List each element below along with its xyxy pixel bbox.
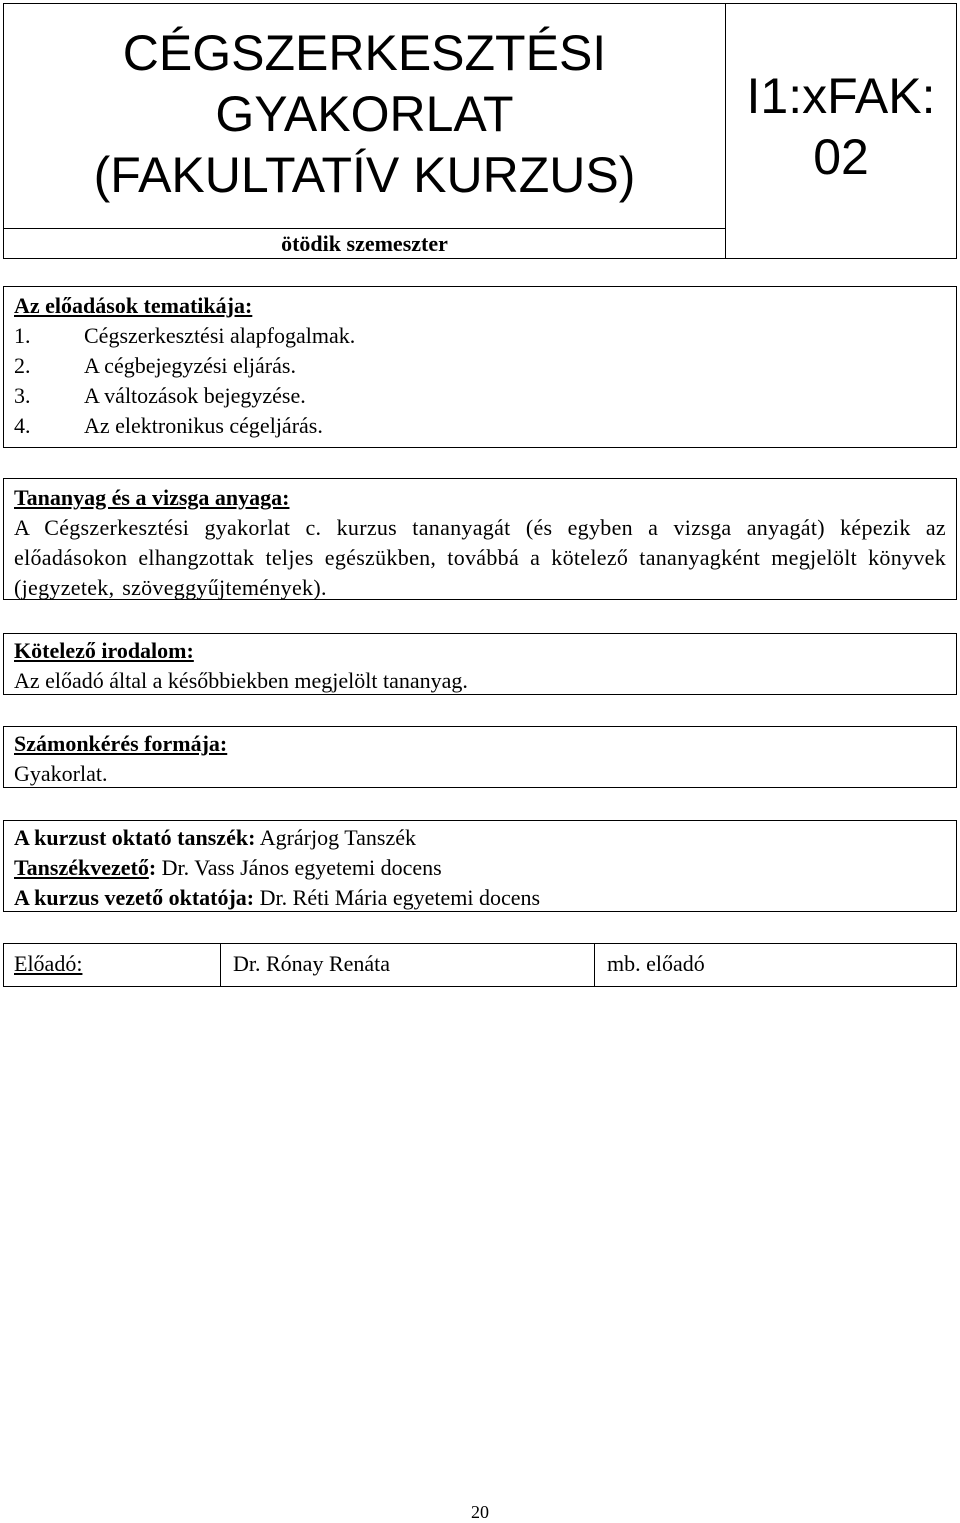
department-label: A kurzust oktató tanszék: [14,825,256,850]
course-code-line-1: I1:xFAK: [746,68,936,124]
course-title-line-1: CÉGSZERKESZTÉSI [122,24,607,81]
lecturer-title: mb. előadó [607,951,705,976]
list-item-number: 2. [14,353,31,378]
department-line [14,823,946,853]
course-lead-line [14,883,946,913]
lecturer-row [3,943,957,987]
list-item [14,351,946,381]
exam-form-section [3,726,957,788]
lecturer-label-cell [4,944,220,986]
lecturer-label: Előadó: [14,951,83,976]
course-material-text: A Cégszerkesztési gyakorlat c. kurzus tananyagát (és egyben a vizsga anyagát) képezik az előadásokon elhangzottak teljes egészükben, továbbá a kötelező tananyagként megjelölt könyvek (jegyzetek, szöveggyűjtemények). [14,515,946,600]
course-title-cell [3,3,726,229]
list-item-number: 1. [14,323,31,348]
list-item-text: A változások bejegyzése. [84,383,306,408]
page-number: 20 [471,1502,489,1522]
lecture-topics-heading: Az előadások tematikája: [14,293,253,318]
required-literature-section [3,633,957,695]
list-item [14,321,946,351]
semester-cell [3,228,726,259]
course-material-section [3,478,957,600]
course-code-cell [725,3,957,259]
department-section [3,820,957,912]
lecturer-name: Dr. Rónay Renáta [233,951,391,976]
exam-form-heading: Számonkérés formája: [14,731,228,756]
list-item-number: 3. [14,383,31,408]
department-head-line [14,853,946,883]
exam-form-text: Gyakorlat. [14,761,108,786]
department-value: Agrárjog Tanszék [255,825,416,850]
required-literature-text: Az előadó által a későbbiekben megjelölt tananyag. [14,668,468,693]
lecturer-title-cell [594,944,956,986]
lecture-topics-section [3,286,957,448]
list-item-text: Cégszerkesztési alapfogalmak. [84,323,356,348]
semester-label: ötödik szemeszter [281,230,448,256]
department-head-value: Dr. Vass János egyetemi docens [156,855,442,880]
course-lead-label: A kurzus vezető oktatója: [14,885,255,910]
course-title-line-3: (FAKULTATÍV KURZUS) [93,146,636,203]
course-code [747,66,936,188]
course-title [94,23,636,206]
list-item [14,381,946,411]
list-item-text: Az elektronikus cégeljárás. [84,413,323,438]
list-item-text: A cégbejegyzési eljárás. [84,353,296,378]
course-lead-value: Dr. Réti Mária egyetemi docens [254,885,541,910]
course-title-line-2: GYAKORLAT [215,85,514,142]
required-literature-heading: Kötelező irodalom: [14,638,194,663]
department-head-label: Tanszékvezető: [14,855,157,880]
list-item-number: 4. [14,413,31,438]
lecturer-name-cell [220,944,594,986]
course-material-heading: Tananyag és a vizsga anyaga: [14,485,290,510]
course-code-line-2: 02 [813,129,869,185]
list-item [14,411,946,441]
